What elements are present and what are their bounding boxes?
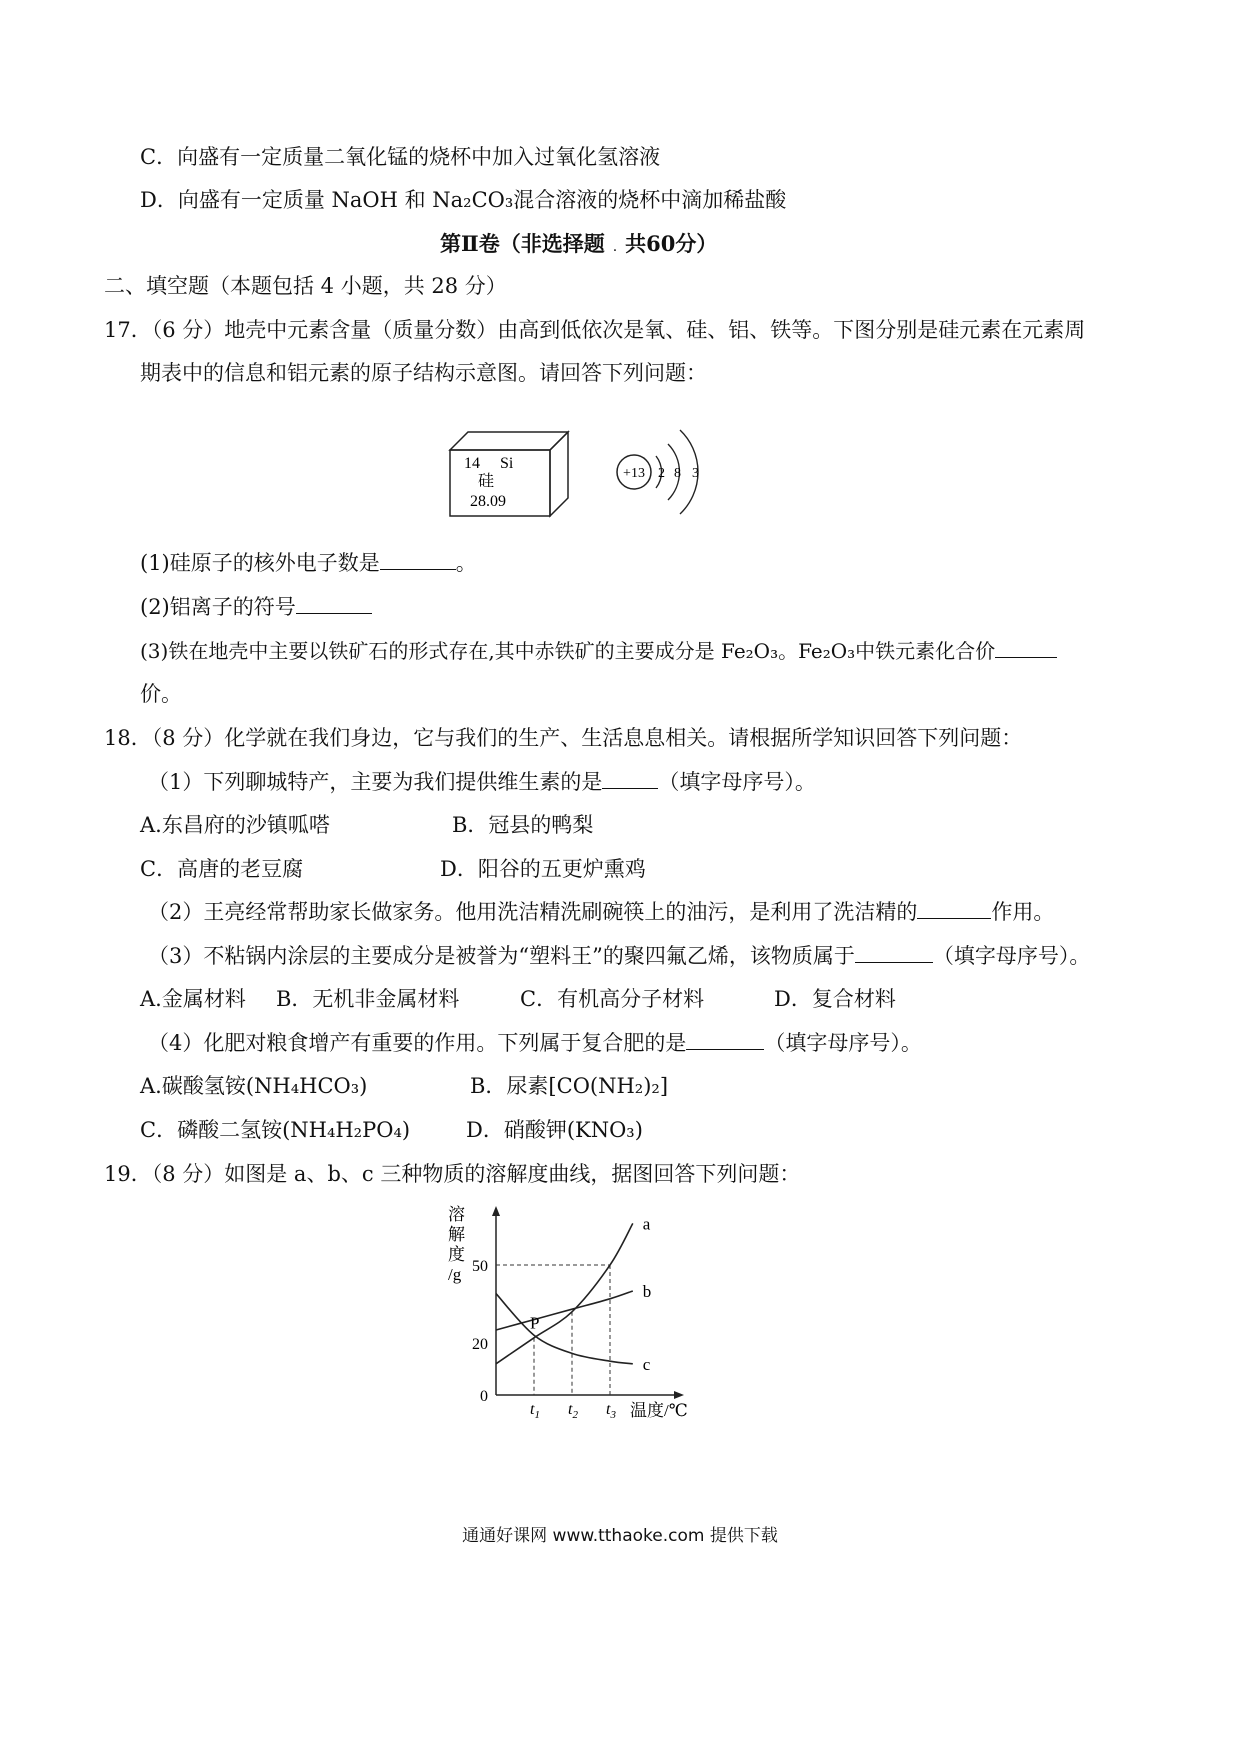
curve-b	[496, 1291, 633, 1330]
al-shell-2: 8	[674, 466, 681, 481]
q18-s3-opt-b: B．无机非金属材料	[276, 987, 460, 1011]
curve-a	[496, 1223, 633, 1363]
al-nucleus-charge: +13	[623, 466, 645, 481]
curve-label-a: a	[642, 1214, 651, 1234]
q18-s3-opt-a: A.金属材料	[140, 987, 246, 1011]
answer-blank[interactable]	[602, 768, 658, 789]
q17-intro-1: 17．（6 分）地壳中元素含量（质量分数）由高到低依次是氧、硅、铝、铁等。下图分别是硅元素在元素周	[104, 318, 1086, 342]
section-title: 第Ⅱ卷（非选择题 . 共60分）	[440, 231, 718, 256]
q18-s1-opt-a: A.东昌府的沙镇呱嗒	[140, 813, 330, 837]
al-shell-3: 3	[692, 466, 699, 481]
curve-label-b: b	[642, 1282, 652, 1301]
si-mass: 28.09	[470, 493, 506, 510]
x-tick-label: $t_3$	[606, 1401, 616, 1421]
q18-intro: 18．（8 分）化学就在我们身边，它与我们的生产、生活息息相关。请根据所学知识回答下列问题：	[104, 726, 1023, 750]
q17-intro-2: 期表中的信息和铝元素的原子结构示意图。请回答下列问题：	[140, 361, 707, 385]
q16-option-c: C．向盛有一定质量二氧化锰的烧杯中加入过氧化氢溶液	[140, 145, 661, 169]
chart-axes	[492, 1206, 684, 1399]
curve-label-c: c	[642, 1354, 651, 1374]
al-atom-diagram	[612, 418, 712, 528]
q17-sub3-end: 价。	[140, 682, 182, 706]
y-axis-label	[448, 1205, 465, 1284]
q17-sub2: (2)铝离子的符号	[140, 593, 372, 621]
q18-sub2: （2）王亮经常帮助家长做家务。他用洗洁精洗刷碗筷上的油污，是利用了洗洁精的 作用。	[148, 900, 1055, 924]
y-tick-label: 0	[480, 1388, 488, 1405]
answer-blank[interactable]	[917, 898, 991, 919]
q18-s1-opt-b: B．冠县的鸭梨	[452, 813, 594, 837]
part-heading: 二、填空题（本题包括 4 小题，共 28 分）	[104, 274, 507, 298]
q18-s4-opt-b: B．尿素[CO(NH₂)₂]	[470, 1074, 669, 1098]
y-axis-label-text: 溶解度/g	[448, 1205, 465, 1284]
q18-s4-opt-c: C．磷酸二氢铵(NH₄H₂PO₄)	[140, 1118, 411, 1142]
solubility-chart	[440, 1200, 710, 1422]
q18-s3-opt-d: D．复合材料	[774, 987, 896, 1011]
q18-s4-opt-d: D．硝酸钾(KNO₃)	[466, 1118, 643, 1142]
answer-blank[interactable]	[855, 942, 933, 963]
y-tick-label: 50	[472, 1258, 488, 1275]
q18-sub1: （1）下列聊城特产，主要为我们提供维生素的是 （填字母序号）。	[148, 770, 816, 794]
q18-s1-opt-d: D．阳谷的五更炉熏鸡	[440, 857, 646, 881]
x-tick-label: $t_2$	[568, 1401, 578, 1421]
si-element-tile	[448, 430, 570, 520]
si-name: 硅	[478, 473, 495, 490]
answer-blank[interactable]	[686, 1029, 764, 1050]
q18-s1-opt-c: C．高唐的老豆腐	[140, 857, 304, 881]
footer: 通通好课网 www.tthaoke.com 提供下载	[462, 1526, 778, 1546]
x-axis-label: 温度/℃	[630, 1401, 688, 1420]
curve-c	[496, 1294, 633, 1364]
q18-s4-opt-a: A.碳酸氢铵(NH₄HCO₃)	[140, 1074, 368, 1098]
y-tick-label: 20	[472, 1336, 488, 1353]
si-atomic-number: 14	[464, 455, 480, 472]
q18-sub3: （3）不粘锅内涂层的主要成分是被誉为“塑料王”的聚四氟乙烯，该物质属于 （填字母序号）。	[148, 944, 1091, 968]
q18-s3-opt-c: C．有机高分子材料	[520, 987, 705, 1011]
si-symbol: Si	[500, 455, 514, 472]
q18-sub4: （4）化肥对粮食增产有重要的作用。下列属于复合肥的是 （填字母序号）。	[148, 1031, 922, 1055]
answer-blank[interactable]	[296, 593, 372, 614]
answer-blank[interactable]	[380, 549, 456, 570]
q17-sub3: (3)铁在地壳中主要以铁矿石的形式存在,其中赤铁矿的主要成分是 Fe₂O₃。Fe₂O₃中铁元素化合价	[140, 637, 1057, 665]
q17-sub1: (1)硅原子的核外电子数是 。	[140, 551, 477, 575]
x-tick-label: $t_1$	[530, 1401, 540, 1421]
q19-intro: 19．（8 分）如图是 a、b、c 三种物质的溶解度曲线，据图回答下列问题：	[104, 1162, 801, 1186]
al-shell-1: 2	[658, 466, 665, 481]
q16-option-d: D．向盛有一定质量 NaOH 和 Na₂CO₃混合溶液的烧杯中滴加稀盐酸	[140, 188, 787, 212]
answer-blank[interactable]	[995, 637, 1057, 658]
point-p-label: P	[530, 1313, 540, 1333]
